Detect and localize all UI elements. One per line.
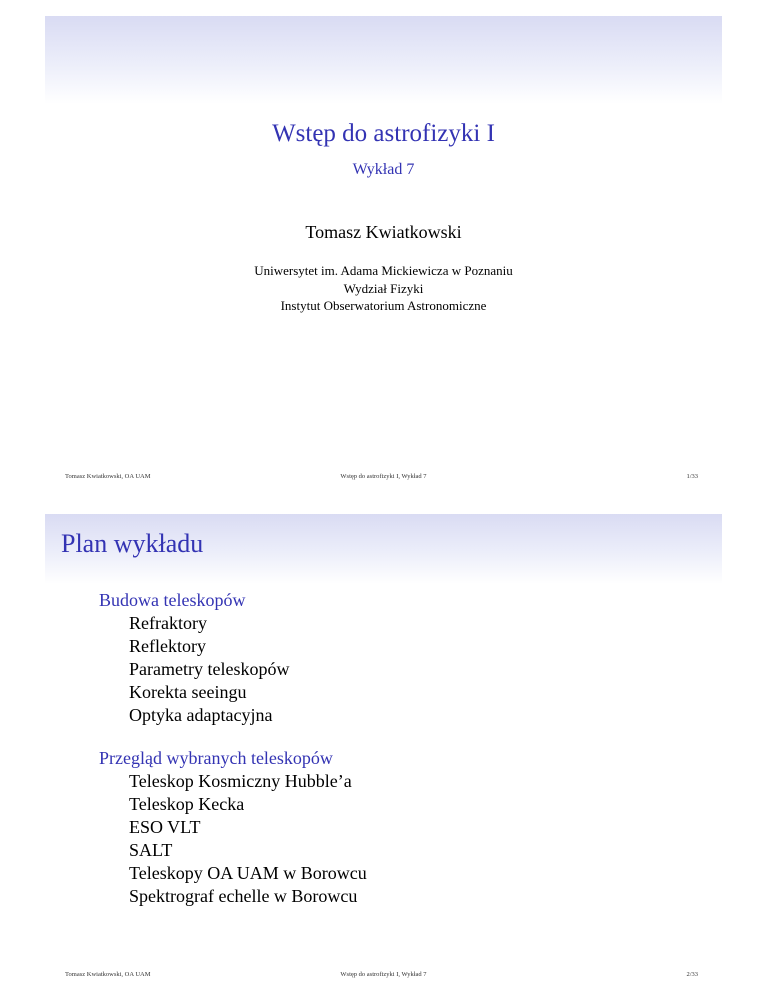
outline-section — [99, 747, 367, 908]
institution-line: Wydział Fizyki — [343, 281, 424, 296]
outline-item[interactable]: Teleskop Kosmiczny Hubble’a — [129, 771, 352, 791]
section-title[interactable]: Przegląd wybranych teleskopów — [99, 748, 333, 768]
outline-item[interactable]: Spektrograf echelle w Borowcu — [129, 886, 358, 906]
footer-title: Wstęp do astrofizyki I, Wykład 7 — [340, 473, 427, 480]
author-name: Tomasz Kwiatkowski — [305, 222, 462, 242]
slide-title: Plan wykładu — [61, 529, 204, 558]
outline-section — [99, 589, 289, 727]
footer-title: Wstęp do astrofizyki I, Wykład 7 — [340, 971, 427, 978]
outline-item[interactable]: SALT — [129, 840, 173, 860]
institution-line: Instytut Obserwatorium Astronomiczne — [280, 298, 487, 313]
footer-page-number: 1/33 — [686, 473, 698, 480]
footer-author: Tomasz Kwiatkowski, OA UAM — [65, 473, 151, 480]
footer-author: Tomasz Kwiatkowski, OA UAM — [65, 971, 151, 978]
presentation-title: Wstęp do astrofizyki I — [272, 120, 495, 147]
lecture-subtitle: Wykład 7 — [352, 161, 415, 178]
title-slide — [45, 16, 722, 491]
header-band — [45, 16, 722, 104]
outline-item[interactable]: Korekta seeingu — [129, 682, 247, 702]
outline-item[interactable]: Parametry teleskopów — [129, 659, 290, 679]
outline-item[interactable]: Teleskop Kecka — [129, 794, 245, 814]
outline-item[interactable]: Reflektory — [129, 636, 206, 656]
plan-slide — [45, 514, 722, 989]
institution-line: Uniwersytet im. Adama Mickiewicza w Poznaniu — [254, 263, 513, 278]
section-title[interactable]: Budowa teleskopów — [99, 590, 246, 610]
outline-item[interactable]: Optyka adaptacyjna — [129, 705, 273, 725]
outline-item[interactable]: Teleskopy OA UAM w Borowcu — [129, 863, 367, 883]
outline-item[interactable]: ESO VLT — [129, 817, 201, 837]
footer-page-number: 2/33 — [686, 971, 698, 978]
outline-item[interactable]: Refraktory — [129, 613, 207, 633]
